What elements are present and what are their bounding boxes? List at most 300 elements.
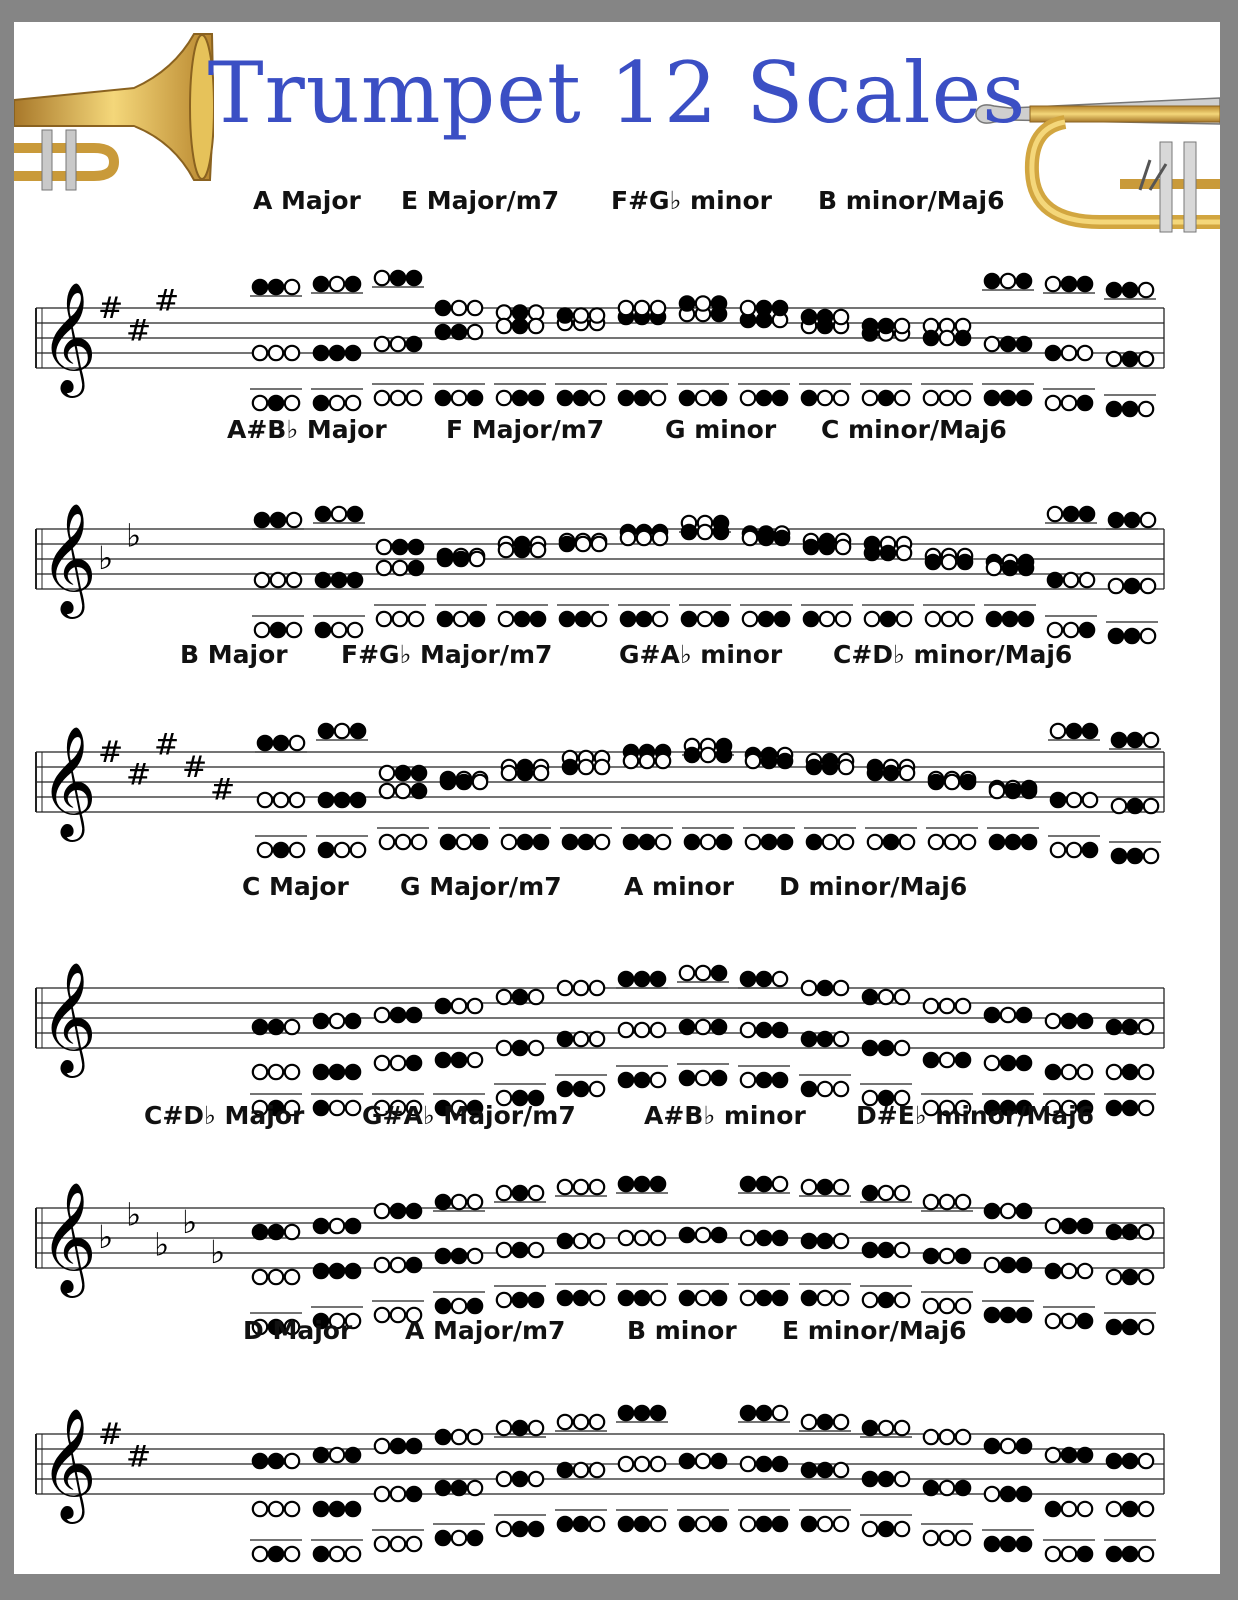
pressed-valve-icon	[712, 1291, 726, 1305]
valve-fingering	[868, 835, 914, 849]
open-valve-icon	[534, 766, 548, 780]
pressed-valve-icon	[635, 1073, 649, 1087]
pressed-valve-icon	[1017, 1056, 1031, 1070]
pressed-valve-icon	[712, 966, 726, 980]
open-valve-icon	[558, 981, 572, 995]
valve-fingering	[314, 1219, 360, 1233]
open-valve-icon	[393, 612, 407, 626]
valve-fingering	[436, 1195, 482, 1209]
pressed-valve-icon	[712, 1228, 726, 1242]
open-valve-icon	[590, 1517, 604, 1531]
open-valve-icon	[348, 623, 362, 637]
open-valve-icon	[558, 1180, 572, 1194]
valve-fingering	[863, 319, 909, 333]
pressed-valve-icon	[271, 623, 285, 637]
open-valve-icon	[1064, 573, 1078, 587]
open-valve-icon	[1046, 1219, 1060, 1233]
open-valve-icon	[497, 1186, 511, 1200]
pressed-valve-icon	[452, 1481, 466, 1495]
flat-sign-icon: ♭	[182, 1203, 198, 1241]
valve-fingering	[319, 793, 365, 807]
pressed-valve-icon	[518, 835, 532, 849]
valve-fingering	[924, 1249, 970, 1263]
scale-label: G minor	[665, 415, 777, 444]
open-valve-icon	[375, 391, 389, 405]
valve-fingering	[741, 1406, 787, 1420]
valve-fingering	[863, 1186, 909, 1200]
pressed-valve-icon	[685, 748, 699, 762]
open-valve-icon	[391, 337, 405, 351]
valve-fingering	[377, 540, 423, 554]
open-valve-icon	[651, 1073, 665, 1087]
valve-fingering	[863, 391, 909, 405]
pressed-valve-icon	[1123, 1454, 1137, 1468]
open-valve-icon	[253, 396, 267, 410]
open-valve-icon	[1062, 1065, 1076, 1079]
open-valve-icon	[531, 543, 545, 557]
pressed-valve-icon	[558, 1234, 572, 1248]
valve-fingering	[1046, 396, 1092, 410]
valve-fingering	[985, 1487, 1031, 1501]
open-valve-icon	[574, 1032, 588, 1046]
open-valve-icon	[961, 835, 975, 849]
pressed-valve-icon	[757, 301, 771, 315]
pressed-valve-icon	[757, 1406, 771, 1420]
valve-fingering	[558, 1291, 604, 1305]
pressed-valve-icon	[619, 1073, 633, 1087]
pressed-valve-icon	[574, 1082, 588, 1096]
open-valve-icon	[701, 835, 715, 849]
pressed-valve-icon	[391, 1204, 405, 1218]
open-valve-icon	[396, 784, 410, 798]
open-valve-icon	[897, 546, 911, 560]
pressed-valve-icon	[818, 1032, 832, 1046]
open-valve-icon	[375, 1487, 389, 1501]
open-valve-icon	[696, 391, 710, 405]
valve-fingering	[985, 1204, 1031, 1218]
pressed-valve-icon	[712, 296, 726, 310]
open-valve-icon	[802, 1180, 816, 1194]
scale-label: B minor	[627, 1316, 737, 1345]
pressed-valve-icon	[1128, 799, 1142, 813]
valve-fingering	[380, 784, 426, 798]
pressed-valve-icon	[269, 1020, 283, 1034]
open-valve-icon	[529, 319, 543, 333]
pressed-valve-icon	[1048, 573, 1062, 587]
valve-fingering	[1107, 1101, 1153, 1115]
pressed-valve-icon	[314, 1219, 328, 1233]
pressed-valve-icon	[635, 391, 649, 405]
open-valve-icon	[330, 1219, 344, 1233]
valve-fingering	[1046, 1014, 1092, 1028]
pressed-valve-icon	[778, 835, 792, 849]
pressed-valve-icon	[1107, 1320, 1121, 1334]
valve-fingering	[1107, 283, 1153, 297]
pressed-valve-icon	[863, 1186, 877, 1200]
valve-fingering	[619, 391, 665, 405]
open-valve-icon	[940, 1430, 954, 1444]
valve-fingering	[255, 513, 301, 527]
open-valve-icon	[375, 1439, 389, 1453]
valve-fingering	[985, 1056, 1031, 1070]
open-valve-icon	[680, 966, 694, 980]
open-valve-icon	[452, 301, 466, 315]
pressed-valve-icon	[1123, 1225, 1137, 1239]
pressed-valve-icon	[269, 1225, 283, 1239]
valve-fingering	[255, 623, 301, 637]
pressed-valve-icon	[513, 319, 527, 333]
pressed-valve-icon	[529, 1293, 543, 1307]
pressed-valve-icon	[253, 1454, 267, 1468]
pressed-valve-icon	[1003, 561, 1017, 575]
scale-label: G Major/m7	[400, 872, 562, 901]
valve-fingering	[258, 736, 304, 750]
pressed-valve-icon	[1112, 733, 1126, 747]
open-valve-icon	[592, 612, 606, 626]
open-valve-icon	[818, 391, 832, 405]
pressed-valve-icon	[802, 1032, 816, 1046]
valve-fingering	[924, 1195, 970, 1209]
open-valve-icon	[470, 552, 484, 566]
pressed-valve-icon	[563, 835, 577, 849]
open-valve-icon	[1139, 1547, 1153, 1561]
open-valve-icon	[590, 308, 604, 322]
open-valve-icon	[895, 1243, 909, 1257]
pressed-valve-icon	[436, 1053, 450, 1067]
open-valve-icon	[1062, 1314, 1076, 1328]
open-valve-icon	[497, 305, 511, 319]
pressed-valve-icon	[985, 1439, 999, 1453]
pressed-valve-icon	[436, 1430, 450, 1444]
open-valve-icon	[497, 1472, 511, 1486]
open-valve-icon	[895, 1421, 909, 1435]
valve-fingering	[804, 612, 850, 626]
open-valve-icon	[1078, 1264, 1092, 1278]
open-valve-icon	[452, 1299, 466, 1313]
open-valve-icon	[1139, 1270, 1153, 1284]
pressed-valve-icon	[773, 1457, 787, 1471]
valve-fingering	[253, 1225, 299, 1239]
valve-fingering	[563, 835, 609, 849]
open-valve-icon	[409, 612, 423, 626]
pressed-valve-icon	[407, 1204, 421, 1218]
open-valve-icon	[696, 1228, 710, 1242]
pressed-valve-icon	[1078, 1219, 1092, 1233]
valve-fingering	[497, 319, 543, 333]
pressed-valve-icon	[407, 1258, 421, 1272]
pressed-valve-icon	[457, 775, 471, 789]
pressed-valve-icon	[680, 1454, 694, 1468]
open-valve-icon	[497, 319, 511, 333]
open-valve-icon	[335, 843, 349, 857]
valve-fingering	[741, 1517, 787, 1531]
valve-fingering	[380, 766, 426, 780]
pressed-valve-icon	[391, 271, 405, 285]
valve-fingering	[985, 1008, 1031, 1022]
valve-fingering	[497, 1186, 543, 1200]
open-valve-icon	[590, 1082, 604, 1096]
valve-fingering	[436, 1481, 482, 1495]
scale-label: C#D♭ Major	[144, 1101, 305, 1130]
pressed-valve-icon	[513, 1522, 527, 1536]
flat-sign-icon: ♭	[154, 1225, 170, 1264]
valve-fingering	[924, 999, 970, 1013]
open-valve-icon	[1051, 724, 1065, 738]
valve-fingering	[502, 835, 548, 849]
open-valve-icon	[285, 1065, 299, 1079]
open-valve-icon	[468, 1249, 482, 1263]
pressed-valve-icon	[802, 1517, 816, 1531]
pressed-valve-icon	[1017, 1439, 1031, 1453]
scale-sheet	[14, 22, 1220, 1574]
pressed-valve-icon	[818, 1180, 832, 1194]
valve-fingering	[926, 555, 972, 569]
pressed-valve-icon	[619, 391, 633, 405]
pressed-valve-icon	[802, 1234, 816, 1248]
valve-fingering	[558, 308, 604, 322]
open-valve-icon	[940, 1481, 954, 1495]
pressed-valve-icon	[407, 337, 421, 351]
pressed-valve-icon	[314, 1547, 328, 1561]
pressed-valve-icon	[407, 271, 421, 285]
pressed-valve-icon	[1062, 1448, 1076, 1462]
open-valve-icon	[590, 1234, 604, 1248]
pressed-valve-icon	[714, 525, 728, 539]
pressed-valve-icon	[563, 760, 577, 774]
open-valve-icon	[1048, 507, 1062, 521]
pressed-valve-icon	[924, 331, 938, 345]
valve-fingering	[1048, 573, 1094, 587]
valve-fingering	[985, 1537, 1031, 1551]
valve-fingering	[619, 1457, 665, 1471]
pressed-valve-icon	[712, 1517, 726, 1531]
open-valve-icon	[924, 1195, 938, 1209]
open-valve-icon	[942, 555, 956, 569]
open-valve-icon	[653, 531, 667, 545]
pressed-valve-icon	[1006, 784, 1020, 798]
pressed-valve-icon	[407, 1439, 421, 1453]
pressed-valve-icon	[619, 1517, 633, 1531]
pressed-valve-icon	[804, 612, 818, 626]
pressed-valve-icon	[346, 1264, 360, 1278]
open-valve-icon	[1139, 283, 1153, 297]
valve-fingering	[865, 546, 911, 560]
pressed-valve-icon	[314, 1264, 328, 1278]
valve-fingering	[807, 835, 853, 849]
pressed-valve-icon	[1062, 1219, 1076, 1233]
pressed-valve-icon	[1006, 835, 1020, 849]
open-valve-icon	[1107, 1502, 1121, 1516]
pressed-valve-icon	[1078, 396, 1092, 410]
open-valve-icon	[635, 301, 649, 315]
open-valve-icon	[285, 1270, 299, 1284]
valve-fingering	[497, 1243, 543, 1257]
valve-fingering	[558, 1463, 604, 1477]
valve-fingering	[985, 391, 1031, 405]
valve-fingering	[924, 1053, 970, 1067]
pressed-valve-icon	[863, 1243, 877, 1257]
pressed-valve-icon	[253, 1225, 267, 1239]
open-valve-icon	[990, 784, 1004, 798]
open-valve-icon	[253, 1065, 267, 1079]
pressed-valve-icon	[619, 972, 633, 986]
open-valve-icon	[701, 748, 715, 762]
pressed-valve-icon	[412, 766, 426, 780]
pressed-valve-icon	[1107, 1454, 1121, 1468]
open-valve-icon	[1062, 346, 1076, 360]
valve-fingering	[680, 1517, 726, 1531]
open-valve-icon	[863, 1522, 877, 1536]
open-valve-icon	[290, 793, 304, 807]
open-valve-icon	[590, 391, 604, 405]
treble-clef-icon: 𝄞	[40, 502, 97, 614]
scale-label: B Major	[180, 640, 288, 669]
open-valve-icon	[375, 1056, 389, 1070]
pressed-valve-icon	[802, 391, 816, 405]
valve-fingering	[558, 981, 604, 995]
open-valve-icon	[1144, 799, 1158, 813]
open-valve-icon	[863, 1293, 877, 1307]
pressed-valve-icon	[531, 612, 545, 626]
open-valve-icon	[375, 1308, 389, 1322]
valve-fingering	[319, 843, 365, 857]
valve-fingering	[497, 990, 543, 1004]
pressed-valve-icon	[274, 843, 288, 857]
pressed-valve-icon	[741, 972, 755, 986]
pressed-valve-icon	[1067, 724, 1081, 738]
valve-fingering	[680, 296, 726, 310]
open-valve-icon	[375, 1204, 389, 1218]
pressed-valve-icon	[956, 1481, 970, 1495]
pressed-valve-icon	[558, 308, 572, 322]
pressed-valve-icon	[346, 1014, 360, 1028]
open-valve-icon	[473, 775, 487, 789]
valve-fingering	[375, 1537, 421, 1551]
pressed-valve-icon	[757, 1517, 771, 1531]
valve-fingering	[563, 760, 609, 774]
pressed-valve-icon	[863, 1421, 877, 1435]
pressed-valve-icon	[316, 507, 330, 521]
open-valve-icon	[1139, 1020, 1153, 1034]
pressed-valve-icon	[1078, 277, 1092, 291]
pressed-valve-icon	[1123, 1270, 1137, 1284]
open-valve-icon	[497, 1421, 511, 1435]
valve-fingering	[741, 1177, 787, 1191]
pressed-valve-icon	[407, 1056, 421, 1070]
pressed-valve-icon	[773, 391, 787, 405]
valve-fingering	[807, 760, 853, 774]
pressed-valve-icon	[346, 1448, 360, 1462]
open-valve-icon	[380, 766, 394, 780]
pressed-valve-icon	[1078, 1314, 1092, 1328]
pressed-valve-icon	[651, 1406, 665, 1420]
open-valve-icon	[985, 1487, 999, 1501]
pressed-valve-icon	[574, 1517, 588, 1531]
pressed-valve-icon	[1001, 1308, 1015, 1322]
valve-fingering	[619, 1517, 665, 1531]
pressed-valve-icon	[1107, 1225, 1121, 1239]
open-valve-icon	[255, 623, 269, 637]
open-valve-icon	[897, 612, 911, 626]
valve-fingering	[802, 1032, 848, 1046]
open-valve-icon	[839, 760, 853, 774]
pressed-valve-icon	[682, 612, 696, 626]
open-valve-icon	[346, 396, 360, 410]
valve-fingering	[558, 1234, 604, 1248]
open-valve-icon	[741, 1073, 755, 1087]
valve-fingering	[1051, 843, 1097, 857]
open-valve-icon	[619, 301, 633, 315]
open-valve-icon	[499, 612, 513, 626]
pressed-valve-icon	[775, 612, 789, 626]
open-valve-icon	[895, 391, 909, 405]
valve-fingering	[990, 784, 1036, 798]
open-valve-icon	[285, 1502, 299, 1516]
pressed-valve-icon	[818, 981, 832, 995]
open-valve-icon	[656, 835, 670, 849]
open-valve-icon	[1062, 1502, 1076, 1516]
pressed-valve-icon	[757, 972, 771, 986]
open-valve-icon	[895, 1293, 909, 1307]
valve-fingering	[802, 1082, 848, 1096]
pressed-valve-icon	[452, 1053, 466, 1067]
scale-label: A#B♭ Major	[227, 415, 387, 444]
valve-fingering	[802, 1180, 848, 1194]
scale-label: A minor	[624, 872, 734, 901]
open-valve-icon	[346, 1101, 360, 1115]
open-valve-icon	[574, 1234, 588, 1248]
sharp-sign-icon: #	[98, 1417, 124, 1452]
page-title: Trumpet 12 Scales	[207, 44, 1027, 142]
valve-fingering	[314, 1014, 360, 1028]
open-valve-icon	[396, 835, 410, 849]
sharp-sign-icon: #	[154, 727, 180, 763]
open-valve-icon	[834, 1517, 848, 1531]
open-valve-icon	[285, 1454, 299, 1468]
valve-fingering	[1109, 629, 1155, 643]
open-valve-icon	[879, 1186, 893, 1200]
pressed-valve-icon	[351, 793, 365, 807]
open-valve-icon	[1141, 513, 1155, 527]
open-valve-icon	[1064, 623, 1078, 637]
open-valve-icon	[1139, 1225, 1153, 1239]
valve-fingering	[865, 612, 911, 626]
pressed-valve-icon	[757, 1291, 771, 1305]
open-valve-icon	[640, 754, 654, 768]
valve-fingering	[558, 1517, 604, 1531]
pressed-valve-icon	[635, 1291, 649, 1305]
valve-fingering	[619, 972, 665, 986]
pressed-valve-icon	[635, 972, 649, 986]
open-valve-icon	[497, 990, 511, 1004]
pressed-valve-icon	[924, 1481, 938, 1495]
pressed-valve-icon	[1107, 1547, 1121, 1561]
pressed-valve-icon	[985, 274, 999, 288]
pressed-valve-icon	[560, 537, 574, 551]
pressed-valve-icon	[879, 1041, 893, 1055]
open-valve-icon	[287, 513, 301, 527]
pressed-valve-icon	[717, 748, 731, 762]
valve-fingering	[990, 835, 1036, 849]
valve-fingering	[929, 835, 975, 849]
open-valve-icon	[502, 835, 516, 849]
sharp-sign-icon: #	[126, 1439, 152, 1475]
open-valve-icon	[868, 835, 882, 849]
pressed-valve-icon	[1080, 507, 1094, 521]
open-valve-icon	[1001, 1204, 1015, 1218]
open-valve-icon	[287, 623, 301, 637]
pressed-valve-icon	[1109, 513, 1123, 527]
